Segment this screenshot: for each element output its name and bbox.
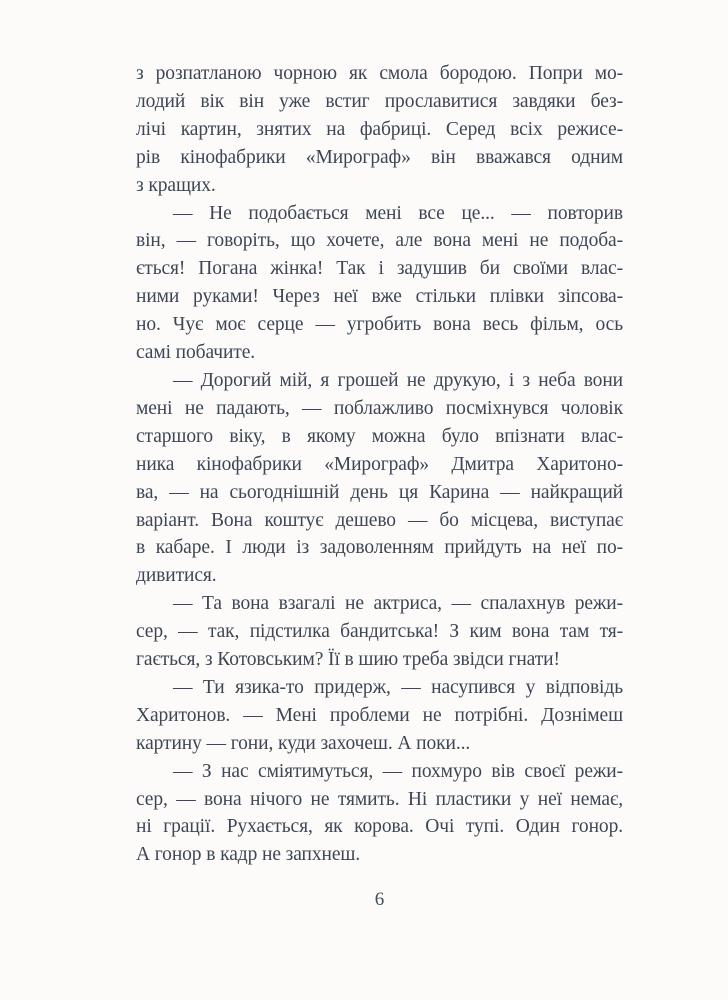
paragraph: [136, 758, 623, 870]
text-line: старшого віку, в якому можна було впізнати влас-: [136, 425, 623, 447]
text-line: з кращих.: [136, 174, 216, 196]
text-line: гається, з Котовським? Її в шию треба звідси гнати!: [136, 649, 560, 671]
text-line: сер, — вона нічого не тямить. Ні пластики у неї немає,: [136, 788, 623, 810]
text-line: сер, — так, підстилка бандитська! З ким вона там тя-: [136, 621, 623, 643]
paragraph: [136, 200, 623, 367]
text-line: в кабаре. І люди із задоволенням прийдуть на неї по-: [136, 537, 623, 559]
text-line: ними руками! Через неї вже стільки плівки зіпсова-: [136, 286, 623, 308]
text-line: ника кінофабрики «Мирограф» Дмитра Харитоно-: [136, 453, 623, 475]
text-line: ні грації. Рухається, як корова. Очі тупі. Один гонор.: [136, 816, 623, 838]
text-line: ється! Погана жінка! Так і задушив би своїми влас-: [136, 258, 623, 280]
text-line: лічі картин, знятих на фабриці. Серед всіх режисе-: [136, 118, 623, 140]
page-body: [136, 60, 623, 869]
text-line: — Ти язика-то придерж, — насупився у відповідь: [173, 676, 623, 698]
text-line: но. Чує моє серце — угробить вона весь фільм, ось: [136, 314, 623, 336]
text-line: він, — говоріть, що хочете, але вона мені не подоба-: [136, 230, 623, 252]
paragraph: [136, 590, 623, 674]
text-line: — Та вона взагалі не актриса, — спалахнув режи-: [173, 593, 623, 615]
text-line: — Не подобається мені все це... — повторив: [173, 202, 623, 224]
text-line: — З нас сміятимуться, — похмуро вів своєї режи-: [173, 760, 623, 782]
text-line: Харитонов. — Мені проблеми не потрібні. Дознімеш: [136, 704, 623, 726]
text-line: мені не падають, — поблажливо посміхнувся чоловік: [136, 397, 623, 419]
paragraph: [136, 367, 623, 590]
text-line: рів кінофабрики «Мирограф» він вважався одним: [136, 146, 623, 168]
text-line: картину — гони, куди захочеш. А поки...: [136, 732, 471, 754]
page-number: 6: [374, 889, 385, 910]
text-line: — Дорогий мій, я грошей не друкую, і з неба вони: [173, 369, 623, 391]
text-line: А гонор в кадр не запхнеш.: [136, 844, 361, 866]
text-line: дивитися.: [136, 565, 217, 587]
text-line: самі побачите.: [136, 342, 256, 364]
paragraph: [136, 674, 623, 758]
text-line: ва, — на сьогоднішній день ця Карина — найкращий: [136, 481, 623, 503]
paragraph: [136, 60, 623, 200]
text-line: з розпатланою чорною як смола бородою. Попри мо-: [136, 63, 623, 84]
text-line: варіант. Вона коштує дешево — бо місцева, виступає: [136, 509, 623, 531]
text-line: лодий вік він уже встиг прославитися завдяки без-: [136, 90, 623, 112]
